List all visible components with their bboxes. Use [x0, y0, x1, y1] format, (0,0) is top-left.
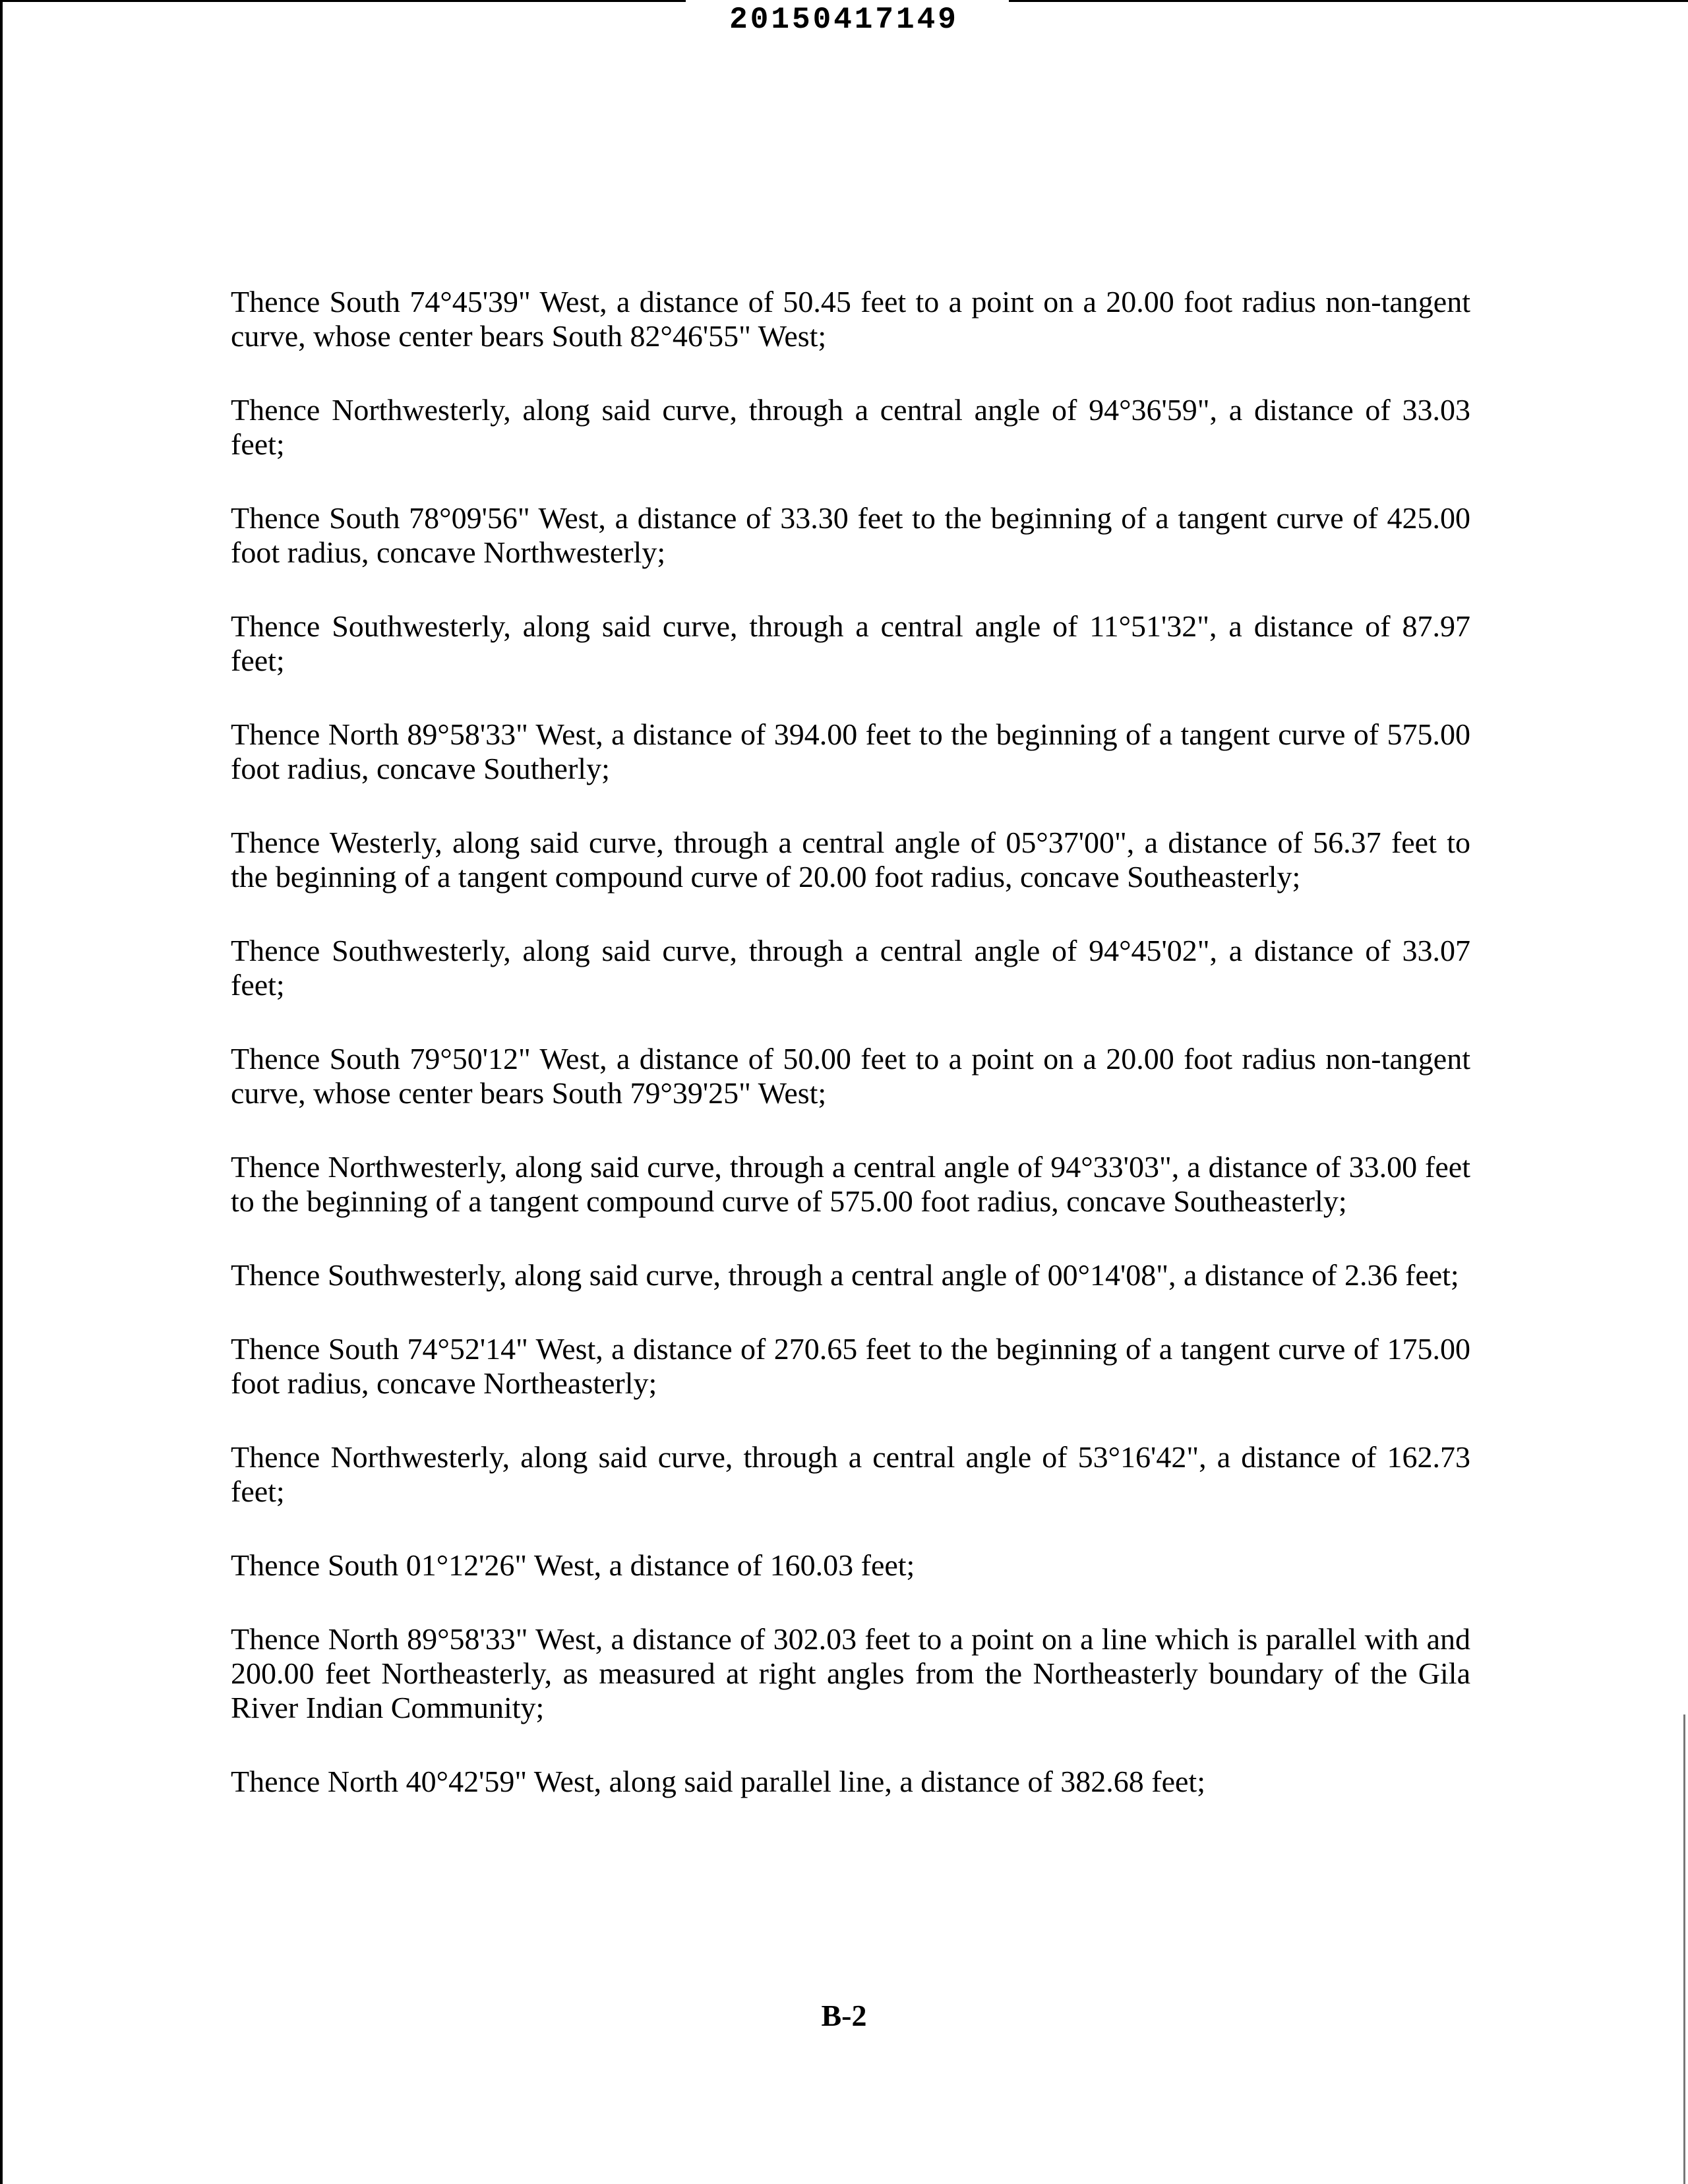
course-paragraph: Thence Southwesterly, along said curve, through a central angle of 00°14'08", a distance of 2.36 feet;	[231, 1258, 1459, 1292]
course-paragraph: Thence South 79°50'12" West, a distance of 50.00 feet to a point on a 20.00 foot radius non-tangent curve, whose center bears South 79°39'25" West;	[231, 1042, 1470, 1110]
course-paragraph: Thence North 89°58'33" West, a distance of 302.03 feet to a point on a line which is parallel with and 200.00 feet Northeasterly, as measured at right angles from the Northeasterly boundary of the Gila River Indian Community;	[231, 1622, 1470, 1724]
recording-number: 20150417149	[729, 3, 959, 37]
course-paragraph: Thence Northwesterly, along said curve, through a central angle of 94°33'03", a distance of 33.00 feet to the beginning of a tangent compound curve of 575.00 foot radius, concave Southeasterly;	[231, 1150, 1470, 1218]
scan-border-top-right	[1009, 0, 1688, 2]
course-paragraph: Thence South 74°45'39" West, a distance of 50.45 feet to a point on a 20.00 foot radius non-tangent curve, whose center bears South 82°46'55" West;	[231, 285, 1470, 353]
course-paragraph: Thence South 01°12'26" West, a distance of 160.03 feet;	[231, 1548, 915, 1582]
legal-description-body	[231, 285, 1470, 1838]
course-paragraph: Thence Southwesterly, along said curve, through a central angle of 94°45'02", a distance of 33.07 feet;	[231, 934, 1470, 1002]
course-paragraph: Thence Northwesterly, along said curve, through a central angle of 53°16'42", a distance of 162.73 feet;	[231, 1440, 1470, 1508]
page-number: B-2	[821, 1999, 867, 2032]
course-paragraph: Thence North 40°42'59" West, along said parallel line, a distance of 382.68 feet;	[231, 1765, 1205, 1798]
course-paragraph: Thence Southwesterly, along said curve, through a central angle of 11°51'32", a distance of 87.97 feet;	[231, 609, 1470, 677]
course-paragraph: Thence South 78°09'56" West, a distance of 33.30 feet to the beginning of a tangent curve of 425.00 foot radius, concave Northwesterly;	[231, 501, 1470, 569]
course-paragraph: Thence North 89°58'33" West, a distance of 394.00 feet to the beginning of a tangent curve of 575.00 foot radius, concave Southerly;	[231, 717, 1470, 785]
scan-border-top-left	[0, 0, 686, 2]
course-paragraph: Thence Westerly, along said curve, through a central angle of 05°37'00", a distance of 56.37 feet to the beginning of a tangent compound curve of 20.00 foot radius, concave Southeasterly;	[231, 826, 1470, 894]
scan-border-right	[1683, 1714, 1685, 2184]
course-paragraph: Thence South 74°52'14" West, a distance of 270.65 feet to the beginning of a tangent curve of 175.00 foot radius, concave Northeasterly;	[231, 1332, 1470, 1400]
scan-border-left	[0, 0, 3, 2184]
course-paragraph: Thence Northwesterly, along said curve, through a central angle of 94°36'59", a distance of 33.03 feet;	[231, 393, 1470, 461]
